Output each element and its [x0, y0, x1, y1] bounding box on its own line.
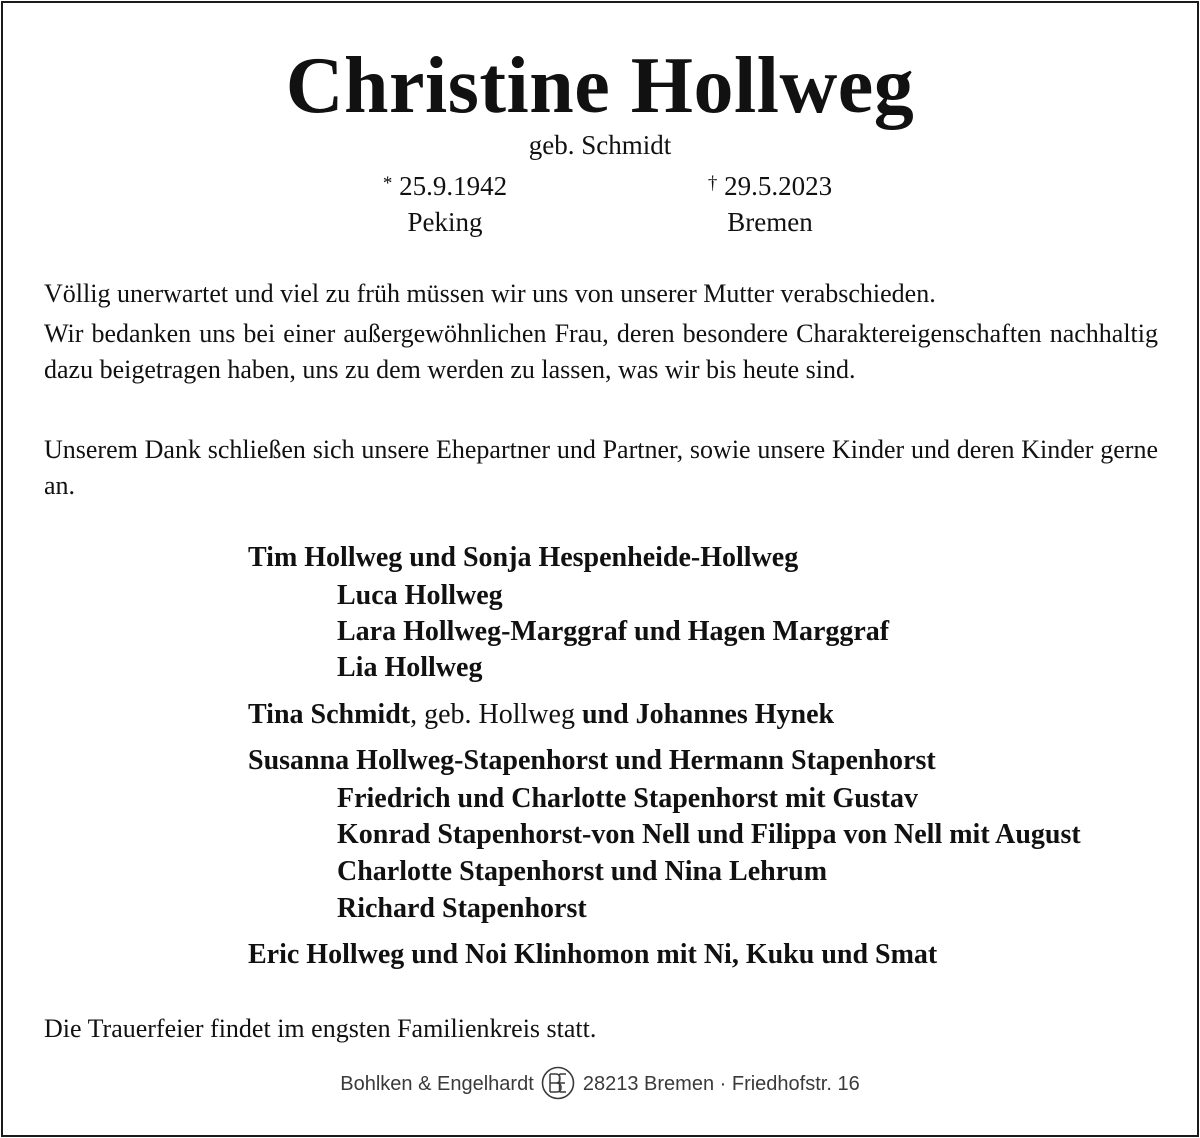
death-info — [680, 168, 860, 240]
birth-star-icon: * — [382, 173, 393, 194]
mourner-line: Friedrich und Charlotte Stapenhorst mit Gustav — [337, 783, 918, 814]
mourner-line — [248, 697, 834, 733]
birth-date: 25.9.1942 — [399, 171, 508, 201]
paragraph-farewell: Völlig unerwartet und viel zu früh müssen wir uns von unserer Mutter verabschieden. — [44, 279, 936, 308]
death-cross-icon: † — [707, 173, 718, 194]
maiden-name: geb. Schmidt — [528, 130, 672, 160]
death-place: Bremen — [727, 207, 813, 237]
mourner-name: und Johannes Hynek — [574, 699, 835, 730]
mourner-line: Richard Stapenhorst — [337, 893, 587, 924]
mourner-line: Luca Hollweg — [337, 580, 503, 611]
death-date: 29.5.2023 — [724, 171, 833, 201]
mourner-name: Tina Schmidt — [248, 699, 411, 730]
mourner-line: Susanna Hollweg-Stapenhorst und Hermann Stapenhorst — [248, 745, 936, 776]
mourner-line: Lia Hollweg — [337, 652, 483, 683]
mourner-maiden: , geb. Hollweg — [410, 699, 575, 730]
paragraph-gratitude: Wir bedanken uns bei einer außergewöhnlichen Frau, deren besondere Charaktereigenschaften nachhaltig dazu beigetragen haben, uns zu dem werden zu lassen, was wir bis heute sind. — [44, 319, 1158, 384]
mourner-line: Charlotte Stapenhorst und Nina Lehrum — [337, 856, 828, 887]
deceased-name: Christine Hollweg — [285, 42, 915, 130]
mourner-line: Konrad Stapenhorst-von Nell und Filippa von Nell mit August — [337, 819, 1081, 850]
funeral-home-logo-icon — [541, 1066, 575, 1100]
funeral-home-name: Bohlken & Engelhardt — [340, 1073, 534, 1095]
mourner-line: Eric Hollweg und Noi Klinhomon mit Ni, Kuku und Smat — [248, 939, 938, 970]
mourner-line: Tim Hollweg und Sonja Hespenheide-Hollweg — [248, 542, 799, 573]
mourner-line: Lara Hollweg-Marggraf und Hagen Marggraf — [337, 616, 890, 647]
closing-note: Die Trauerfeier findet im engsten Familienkreis statt. — [44, 1014, 597, 1043]
funeral-home-address: 28213 Bremen · Friedhofstr. 16 — [582, 1073, 860, 1095]
birth-place: Peking — [407, 207, 483, 237]
birth-info — [370, 168, 520, 240]
funeral-home-footer — [0, 1066, 1200, 1102]
paragraph-thanks: Unserem Dank schließen sich unsere Ehepartner und Partner, sowie unsere Kinder und deren Kinder gerne an. — [44, 435, 1158, 500]
